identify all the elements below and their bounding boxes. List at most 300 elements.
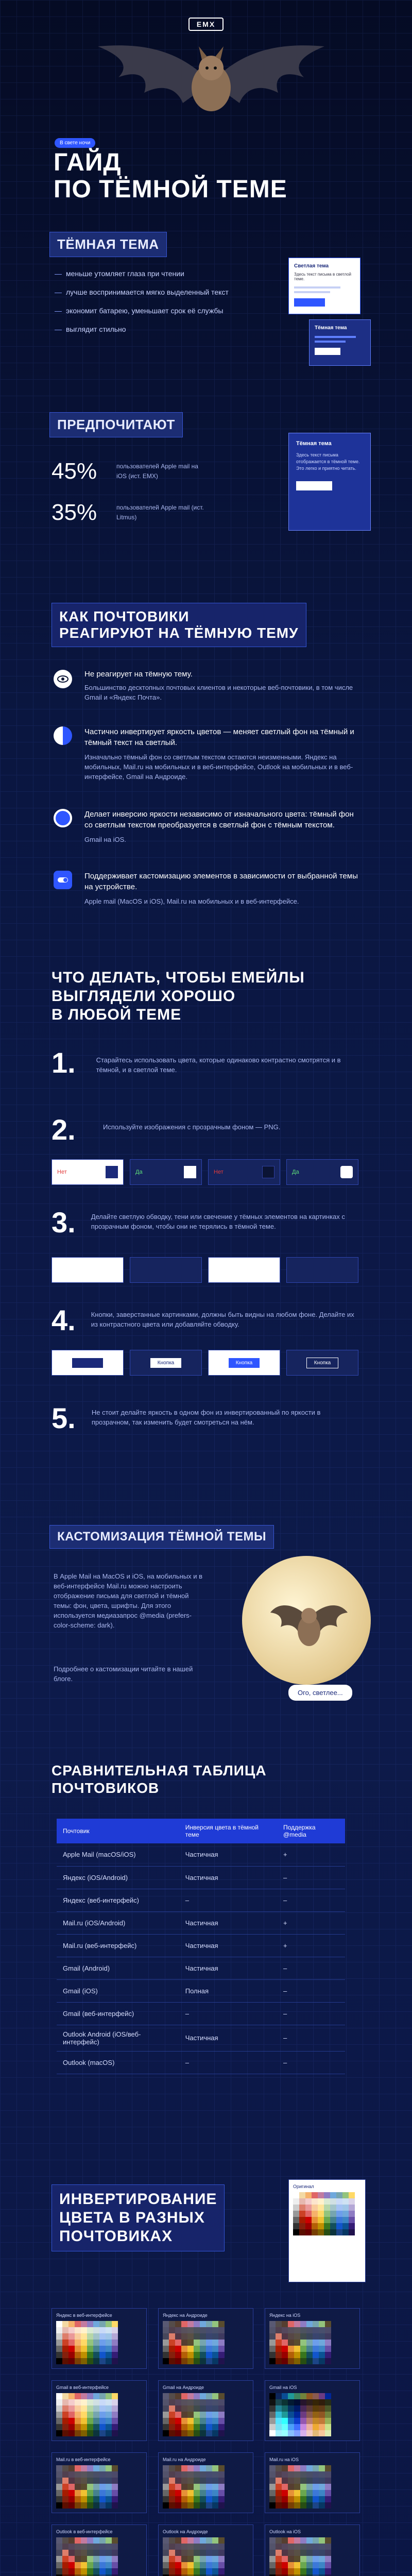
- swatch: [163, 2393, 169, 2399]
- swatch: [81, 2484, 87, 2490]
- swatch: [218, 2340, 225, 2346]
- swatch: [169, 2333, 175, 2340]
- swatch: [276, 2568, 282, 2574]
- swatch: [181, 2550, 187, 2556]
- swatch-row: [269, 2496, 355, 2502]
- swatch: [342, 2205, 349, 2211]
- swatch: [306, 2352, 313, 2358]
- swatch: [269, 2346, 276, 2352]
- swatch: [175, 2556, 181, 2562]
- swatch: [294, 2321, 300, 2327]
- swatch: [294, 2340, 300, 2346]
- palette-grid: [52, 2308, 360, 2576]
- swatch: [181, 2393, 187, 2399]
- swatch: [218, 2399, 225, 2405]
- swatch: [112, 2321, 118, 2327]
- swatch: [330, 2198, 336, 2205]
- swatch: [336, 2205, 342, 2211]
- swatch: [175, 2399, 181, 2405]
- swatch: [62, 2352, 68, 2358]
- swatch: [163, 2502, 169, 2509]
- swatch: [325, 2333, 331, 2340]
- swatch: [112, 2490, 118, 2496]
- swatch: [319, 2568, 325, 2574]
- swatch: [288, 2346, 294, 2352]
- swatch: [276, 2556, 282, 2562]
- swatch: [294, 2346, 300, 2352]
- swatch: [306, 2568, 313, 2574]
- swatch: [282, 2550, 288, 2556]
- swatch: [300, 2358, 306, 2364]
- swatch: [62, 2340, 68, 2346]
- swatch: [342, 2229, 349, 2235]
- swatch: [112, 2424, 118, 2430]
- swatch: [99, 2340, 106, 2346]
- swatch: [313, 2562, 319, 2568]
- example-label: Нет: [214, 1169, 224, 1175]
- swatch: [56, 2568, 62, 2574]
- swatch-row: [56, 2393, 142, 2399]
- swatch: [313, 2471, 319, 2478]
- swatch: [181, 2502, 187, 2509]
- swatch: [175, 2418, 181, 2424]
- swatch: [175, 2490, 181, 2496]
- swatch-row: [163, 2346, 249, 2352]
- toggle-icon: [54, 871, 72, 889]
- swatch: [288, 2544, 294, 2550]
- swatch: [175, 2412, 181, 2418]
- swatch: [81, 2412, 87, 2418]
- swatch: [212, 2471, 218, 2478]
- swatch: [81, 2556, 87, 2562]
- swatch-row: [269, 2346, 355, 2352]
- swatch: [282, 2568, 288, 2574]
- swatch: [319, 2430, 325, 2436]
- swatch: [68, 2321, 75, 2327]
- swatch: [194, 2478, 200, 2484]
- swatch: [194, 2424, 200, 2430]
- swatch: [81, 2568, 87, 2574]
- stat-row: [52, 459, 209, 484]
- swatch: [75, 2537, 81, 2544]
- swatch: [206, 2333, 212, 2340]
- swatch: [206, 2490, 212, 2496]
- swatch: [269, 2556, 276, 2562]
- swatch: [106, 2393, 112, 2399]
- swatch: [187, 2340, 194, 2346]
- swatch-row: [163, 2465, 249, 2471]
- swatch: [206, 2424, 212, 2430]
- swatch: [325, 2340, 331, 2346]
- swatch: [163, 2424, 169, 2430]
- swatch: [200, 2556, 206, 2562]
- swatch: [293, 2217, 299, 2223]
- swatch: [218, 2502, 225, 2509]
- swatch: [106, 2562, 112, 2568]
- swatch: [324, 2205, 330, 2211]
- swatch: [194, 2340, 200, 2346]
- swatch: [93, 2327, 99, 2333]
- swatch: [288, 2412, 294, 2418]
- swatch-row: [269, 2327, 355, 2333]
- example-row: [52, 1159, 358, 1185]
- swatch: [282, 2544, 288, 2550]
- swatch: [169, 2393, 175, 2399]
- swatch: [62, 2556, 68, 2562]
- swatch: [325, 2502, 331, 2509]
- swatch: [81, 2393, 87, 2399]
- swatch: [169, 2562, 175, 2568]
- swatch: [87, 2537, 93, 2544]
- swatch: [68, 2340, 75, 2346]
- swatch: [87, 2399, 93, 2405]
- swatch-row: [163, 2340, 249, 2346]
- swatch: [294, 2412, 300, 2418]
- swatch: [93, 2537, 99, 2544]
- swatch: [212, 2346, 218, 2352]
- swatch: [319, 2465, 325, 2471]
- swatch: [288, 2496, 294, 2502]
- swatch: [300, 2405, 306, 2412]
- swatch-row: [56, 2465, 142, 2471]
- swatch: [99, 2430, 106, 2436]
- swatch: [306, 2430, 313, 2436]
- swatch: [62, 2405, 68, 2412]
- swatch: [93, 2478, 99, 2484]
- swatch: [99, 2405, 106, 2412]
- swatch: [349, 2217, 355, 2223]
- swatch-row: [56, 2424, 142, 2430]
- swatch: [276, 2471, 282, 2478]
- swatch: [163, 2327, 169, 2333]
- swatch: [300, 2465, 306, 2471]
- swatch: [187, 2399, 194, 2405]
- swatch-row: [163, 2405, 249, 2412]
- swatch: [342, 2223, 349, 2229]
- phone-mock-text: Здесь текст письма отображается в тёмной теме. Это легко и приятно читать.: [296, 452, 360, 471]
- swatch: [93, 2502, 99, 2509]
- swatch: [112, 2393, 118, 2399]
- swatch: [181, 2471, 187, 2478]
- swatch: [269, 2430, 276, 2436]
- swatch: [306, 2502, 313, 2509]
- swatch: [181, 2568, 187, 2574]
- swatch: [163, 2496, 169, 2502]
- swatch: [181, 2484, 187, 2490]
- swatch: [276, 2393, 282, 2399]
- swatch: [93, 2352, 99, 2358]
- swatch: [319, 2424, 325, 2430]
- swatch-row: [269, 2471, 355, 2478]
- swatch: [81, 2399, 87, 2405]
- swatch: [306, 2333, 313, 2340]
- stat-row: [52, 500, 209, 526]
- swatch: [218, 2484, 225, 2490]
- swatch: [81, 2502, 87, 2509]
- swatch: [68, 2327, 75, 2333]
- swatch: [282, 2399, 288, 2405]
- swatch: [175, 2537, 181, 2544]
- swatch-row: [269, 2556, 355, 2562]
- swatch: [106, 2465, 112, 2471]
- swatch: [87, 2346, 93, 2352]
- palette-panel: Яндекс на iOS: [265, 2308, 360, 2369]
- swatch: [99, 2544, 106, 2550]
- swatch: [169, 2544, 175, 2550]
- swatch: [218, 2430, 225, 2436]
- table-row: Gmail (Android) Частичная –: [57, 1957, 345, 1979]
- swatch: [169, 2321, 175, 2327]
- swatch-row: [269, 2399, 355, 2405]
- swatch: [175, 2340, 181, 2346]
- step-text: Делайте светлую обводку, тени или свечение у тёмных элементов на картинках с прозрачным фоном, чтобы они не терялись в тёмной теме.: [91, 1213, 345, 1230]
- swatch: [269, 2484, 276, 2490]
- swatch: [313, 2568, 319, 2574]
- swatch: [194, 2352, 200, 2358]
- example-card: [286, 1350, 358, 1376]
- swatch: [112, 2399, 118, 2405]
- swatch: [330, 2229, 336, 2235]
- swatch: [349, 2229, 355, 2235]
- swatch: [306, 2321, 313, 2327]
- swatch: [181, 2399, 187, 2405]
- swatch: [106, 2358, 112, 2364]
- swatch: [99, 2502, 106, 2509]
- swatch-row: [163, 2358, 249, 2364]
- swatch: [319, 2544, 325, 2550]
- swatch: [313, 2352, 319, 2358]
- swatch: [218, 2544, 225, 2550]
- swatch: [56, 2393, 62, 2399]
- list-item: — лучше воспринимается мягко выделенный текст: [55, 286, 240, 298]
- swatch: [194, 2327, 200, 2333]
- swatch-row: [163, 2393, 249, 2399]
- swatch: [75, 2550, 81, 2556]
- swatch: [325, 2412, 331, 2418]
- swatch: [200, 2537, 206, 2544]
- bat-illustration: [67, 21, 355, 134]
- swatch: [336, 2223, 342, 2229]
- swatch-row: [269, 2358, 355, 2364]
- swatch: [181, 2465, 187, 2471]
- swatch: [194, 2568, 200, 2574]
- swatch: [163, 2418, 169, 2424]
- swatch: [325, 2537, 331, 2544]
- swatch: [288, 2484, 294, 2490]
- swatch: [325, 2550, 331, 2556]
- swatch: [93, 2346, 99, 2352]
- example-row: [52, 1257, 358, 1283]
- swatch: [87, 2412, 93, 2418]
- swatch: [200, 2393, 206, 2399]
- swatch: [187, 2412, 194, 2418]
- swatch: [306, 2418, 313, 2424]
- table-header: Поддержка @media: [277, 1819, 345, 1843]
- swatch: [181, 2358, 187, 2364]
- swatch: [99, 2393, 106, 2399]
- swatch: [187, 2405, 194, 2412]
- swatch: [99, 2327, 106, 2333]
- swatch-row: [56, 2358, 142, 2364]
- swatch: [194, 2562, 200, 2568]
- swatch-row: [269, 2550, 355, 2556]
- swatch: [68, 2537, 75, 2544]
- swatch: [288, 2340, 294, 2346]
- swatch: [293, 2229, 299, 2235]
- swatch: [106, 2502, 112, 2509]
- swatch: [282, 2562, 288, 2568]
- swatch: [163, 2399, 169, 2405]
- swatch-row: [163, 2550, 249, 2556]
- swatch: [56, 2418, 62, 2424]
- swatch: [319, 2484, 325, 2490]
- example-card: [52, 1257, 124, 1283]
- swatch: [87, 2430, 93, 2436]
- swatch-row: [269, 2484, 355, 2490]
- swatch: [294, 2568, 300, 2574]
- example-button: Кнопка: [72, 1358, 103, 1368]
- swatch: [282, 2418, 288, 2424]
- swatch: [62, 2490, 68, 2496]
- step: [52, 1401, 360, 1435]
- swatch: [200, 2321, 206, 2327]
- example-card: [286, 1257, 358, 1283]
- swatch: [75, 2333, 81, 2340]
- swatch: [81, 2418, 87, 2424]
- swatch-row: [56, 2346, 142, 2352]
- swatch: [200, 2478, 206, 2484]
- swatch: [349, 2211, 355, 2217]
- swatch: [81, 2340, 87, 2346]
- table-row: Gmail (iOS) Полная –: [57, 1979, 345, 2002]
- swatch: [206, 2502, 212, 2509]
- swatch-row: [56, 2412, 142, 2418]
- swatch: [349, 2223, 355, 2229]
- swatch: [318, 2229, 324, 2235]
- swatch: [106, 2556, 112, 2562]
- table-section: [0, 1762, 412, 2133]
- swatch: [194, 2358, 200, 2364]
- step: [52, 1206, 360, 1239]
- custom-section: [0, 1525, 412, 1741]
- swatch-row: [163, 2478, 249, 2484]
- swatch: [163, 2412, 169, 2418]
- swatch: [187, 2418, 194, 2424]
- swatch: [112, 2352, 118, 2358]
- swatch: [330, 2205, 336, 2211]
- swatch: [93, 2556, 99, 2562]
- swatch: [194, 2405, 200, 2412]
- swatch: [175, 2502, 181, 2509]
- swatch: [325, 2496, 331, 2502]
- swatch: [218, 2490, 225, 2496]
- swatch: [212, 2352, 218, 2358]
- react-row-title: Поддерживает кастомизацию элементов в зависимости от выбранной темы на устройстве.: [84, 872, 358, 891]
- swatch-row: [293, 2217, 361, 2223]
- swatch: [112, 2496, 118, 2502]
- swatch-row: [269, 2418, 355, 2424]
- swatch: [269, 2358, 276, 2364]
- swatch: [330, 2223, 336, 2229]
- swatch-row: [56, 2471, 142, 2478]
- logo[interactable]: EMX: [188, 18, 224, 31]
- swatch: [87, 2321, 93, 2327]
- step-text: Кнопки, заверстанные картинками, должны быть видны на любом фоне. Делайте их из контрастного цвета или добавляйте обводку.: [91, 1311, 354, 1328]
- swatch: [212, 2333, 218, 2340]
- swatch: [282, 2321, 288, 2327]
- swatch: [175, 2393, 181, 2399]
- swatch: [68, 2352, 75, 2358]
- swatch: [175, 2568, 181, 2574]
- table-title: СРАВНИТЕЛЬНАЯ ТАБЛИЦА ПОЧТОВИКОВ: [52, 1762, 267, 1796]
- react-row: [54, 871, 363, 906]
- swatch: [313, 2340, 319, 2346]
- swatch: [81, 2465, 87, 2471]
- light-mock-text: Здесь текст письма в светлой теме.: [294, 272, 351, 281]
- swatch: [194, 2544, 200, 2550]
- swatch: [212, 2430, 218, 2436]
- swatch: [181, 2496, 187, 2502]
- swatch: [169, 2496, 175, 2502]
- swatch: [325, 2484, 331, 2490]
- swatch-row: [163, 2424, 249, 2430]
- swatch: [81, 2346, 87, 2352]
- swatch: [75, 2496, 81, 2502]
- swatch: [319, 2327, 325, 2333]
- img-block-icon: [106, 1166, 118, 1178]
- swatch: [163, 2550, 169, 2556]
- swatch: [68, 2333, 75, 2340]
- swatch: [187, 2333, 194, 2340]
- react-row-text: Gmail на iOS.: [84, 836, 126, 843]
- swatch: [181, 2430, 187, 2436]
- swatch: [62, 2471, 68, 2478]
- swatch: [112, 2430, 118, 2436]
- table-row: Gmail (веб-интерфейс) – –: [57, 2002, 345, 2025]
- swatch: [175, 2562, 181, 2568]
- swatch: [106, 2471, 112, 2478]
- swatch: [187, 2358, 194, 2364]
- swatch: [325, 2393, 331, 2399]
- swatch: [187, 2424, 194, 2430]
- swatch: [288, 2333, 294, 2340]
- swatch: [163, 2484, 169, 2490]
- swatch: [106, 2412, 112, 2418]
- bat-hanging-illustration: [268, 1582, 350, 1664]
- swatch: [276, 2412, 282, 2418]
- swatch: [288, 2550, 294, 2556]
- swatch: [276, 2550, 282, 2556]
- swatch: [187, 2430, 194, 2436]
- swatch: [87, 2478, 93, 2484]
- step-text: Старайтесь использовать цвета, которые одинаково контрастно смотрятся и в тёмной, и в светлой теме.: [96, 1056, 341, 1074]
- swatch: [325, 2405, 331, 2412]
- swatch: [313, 2490, 319, 2496]
- swatch: [106, 2496, 112, 2502]
- swatch: [93, 2550, 99, 2556]
- swatch: [93, 2333, 99, 2340]
- swatch: [87, 2340, 93, 2346]
- swatch: [319, 2405, 325, 2412]
- swatch: [276, 2424, 282, 2430]
- swatch: [349, 2198, 355, 2205]
- swatch: [306, 2424, 313, 2430]
- swatch: [81, 2352, 87, 2358]
- swatch: [218, 2568, 225, 2574]
- phone-mock: [288, 433, 371, 531]
- swatch: [300, 2471, 306, 2478]
- swatch: [299, 2211, 305, 2217]
